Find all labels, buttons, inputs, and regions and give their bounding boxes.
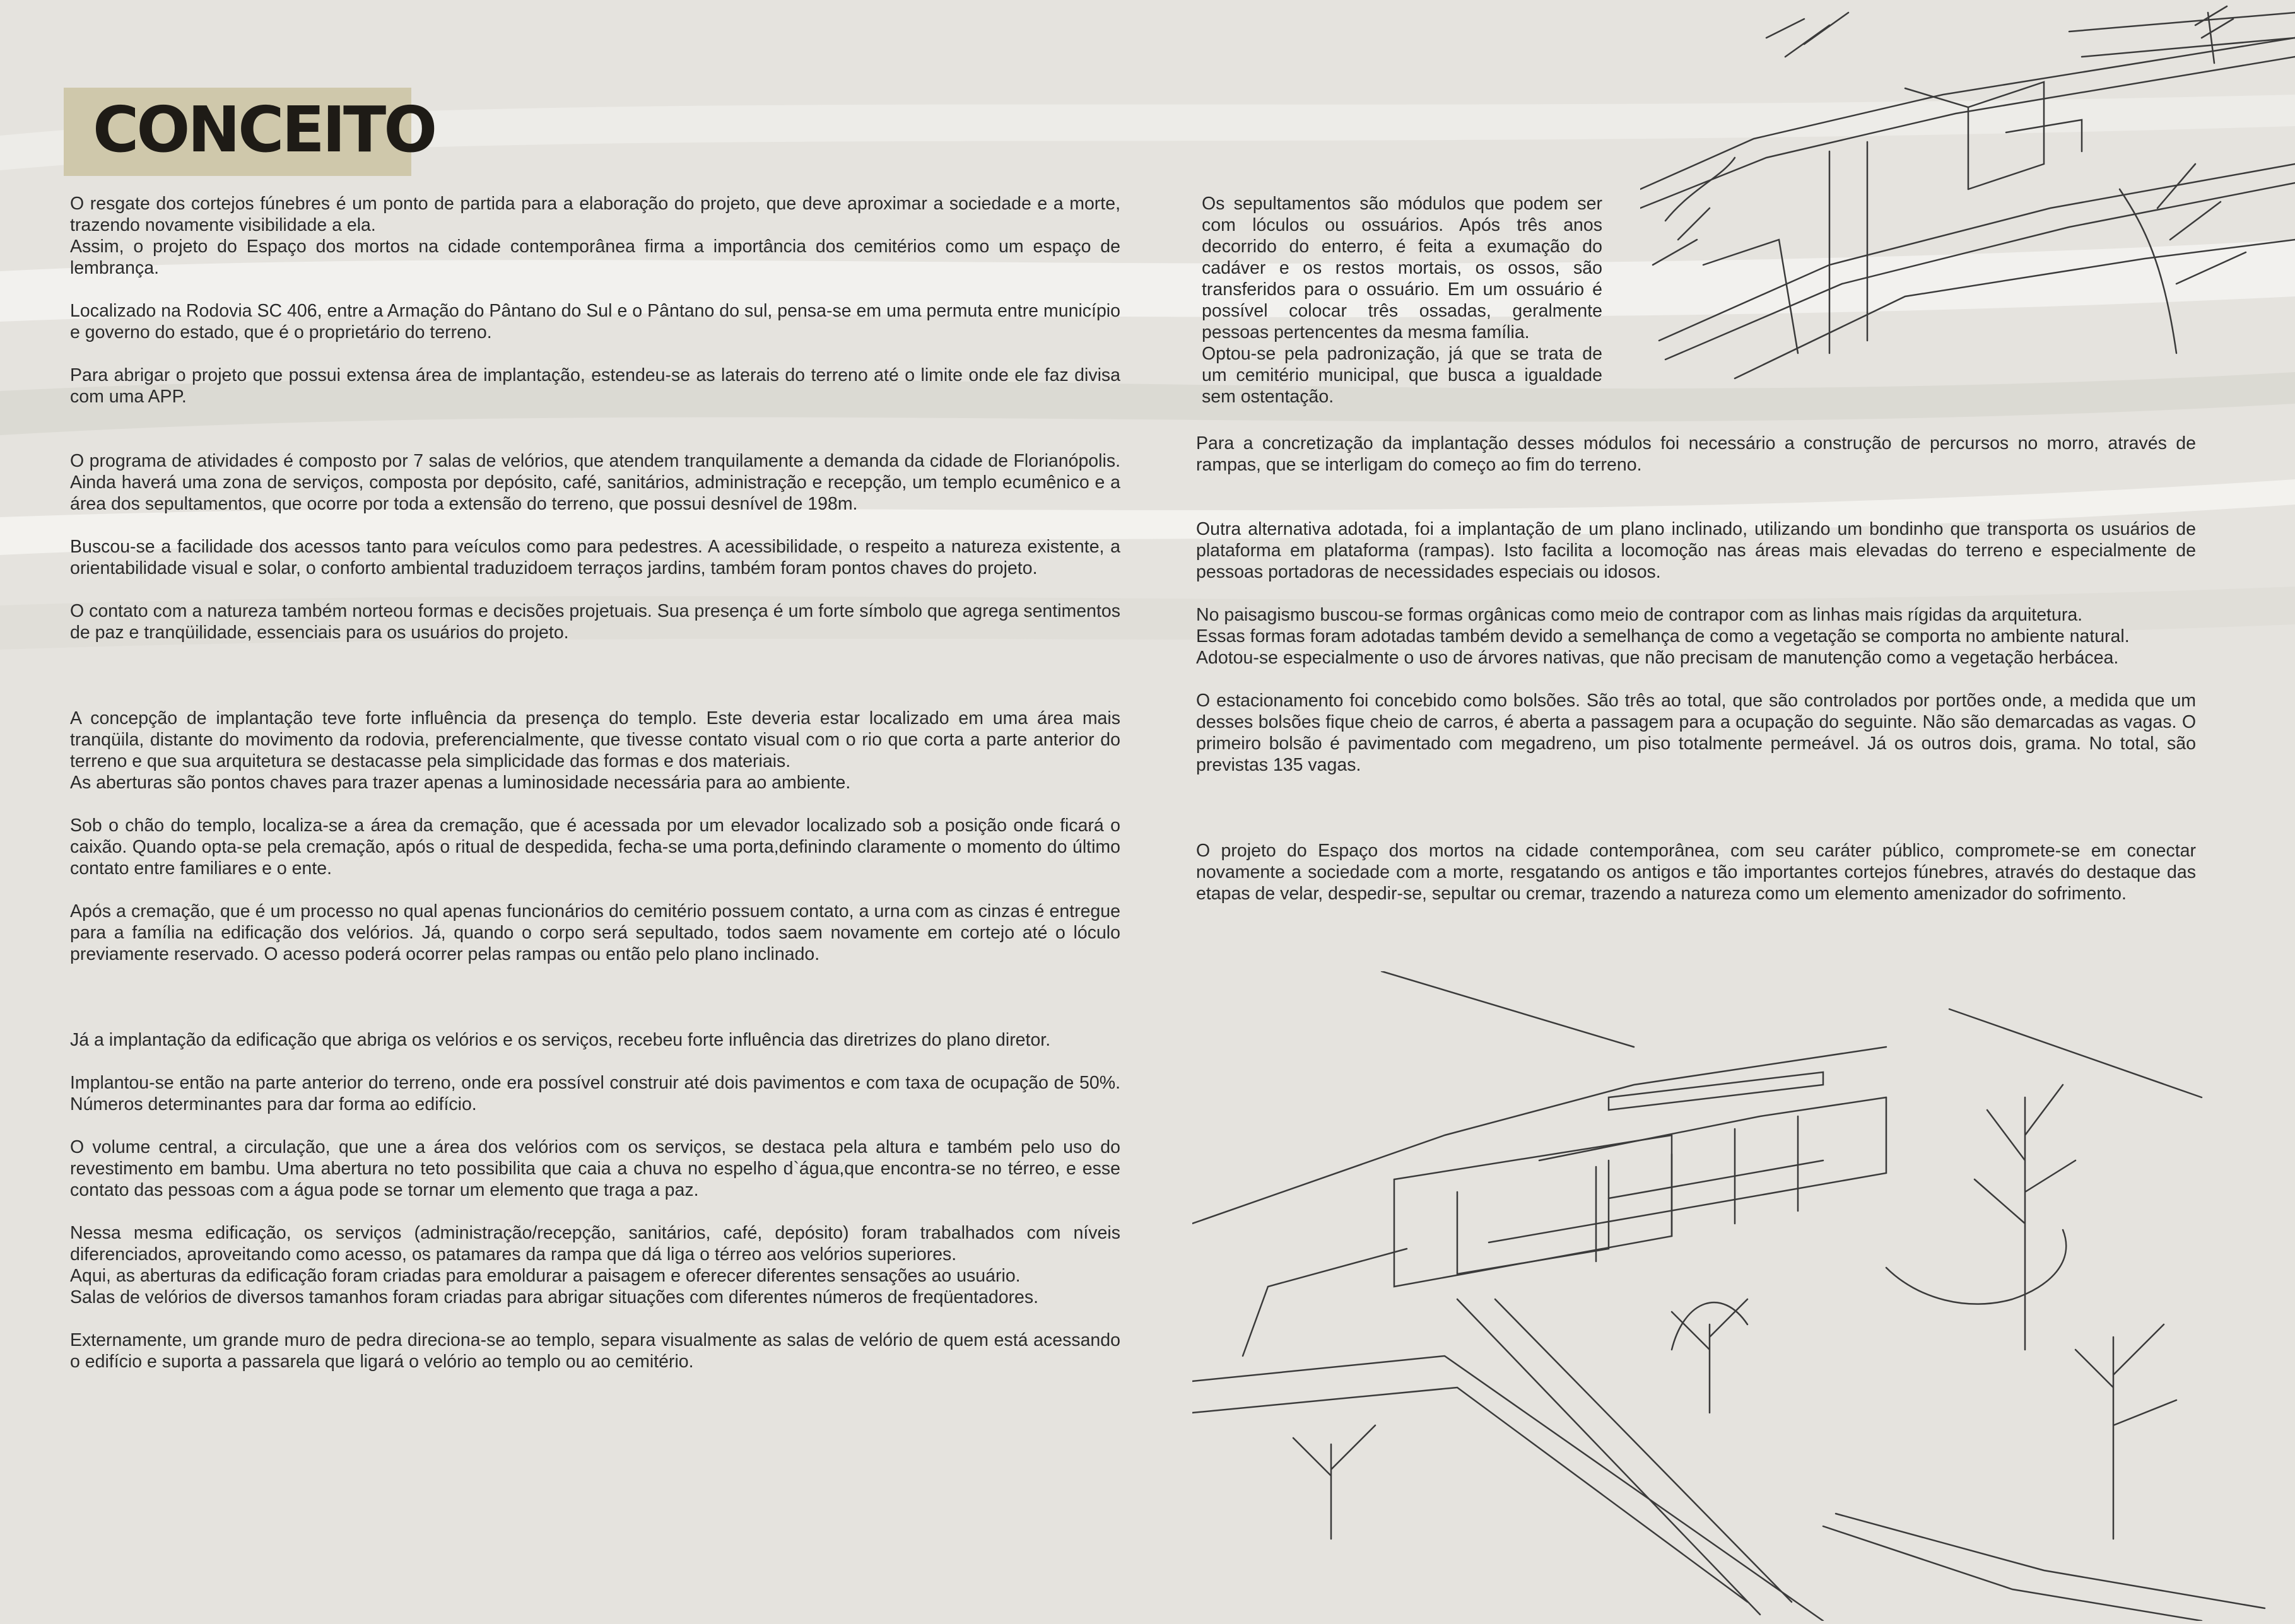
- paragraph: A concepção de implantação teve forte influência da presença do templo. Este deveria estar localizado em uma área mais tranqüila, distante do movimento da rodovia, preferencialmente, que tivesse contato visual com o rio que corta a parte anterior do terreno e que sua arquitetura se destacasse pela simplicidade das formas e dos materiais.: [70, 708, 1120, 771]
- right-text-column: [1196, 433, 2196, 904]
- paragraph: Os sepultamentos são módulos que podem ser com lóculos ou ossuários. Após três anos decorrido do enterro, é feita a exumação do cadáver e os restos mortais, os ossos, são transferidos para o ossuário. Em um ossuário é possível colocar três ossadas, geralmente pessoas pertencentes da mesma família.: [1202, 194, 1602, 342]
- paragraph: Aqui, as aberturas da edificação foram criadas para emoldurar a paisagem e oferecer diferentes sensações ao usuário.: [70, 1266, 1021, 1286]
- paragraph: O volume central, a circulação, que une a área dos velórios com os serviços, se destaca pela altura e também pelo uso do revestimento em bambu. Uma abertura no teto possibilita que caia a chuva no espelho d`água,que encontra-se no térreo, e esse contato das pessoas com a água pode se tornar um elemento que traga a paz.: [70, 1137, 1120, 1200]
- paragraph: O resgate dos cortejos fúnebres é um ponto de partida para a elaboração do projeto, que deve aproximar a sociedade e a morte, trazendo novamente visibilidade a ela.: [70, 194, 1120, 235]
- cemetery-ramps-sketch-icon: [1640, 0, 2295, 385]
- paragraph: Para a concretização da implantação desses módulos foi necessário a construção de percursos no morro, através de rampas, que se interligam do começo ao fim do terreno.: [1196, 433, 2196, 475]
- paragraph: Buscou-se a facilidade dos acessos tanto para veículos como para pedestres. A acessibilidade, o respeito a natureza existente, a orientabilidade visual e solar, o conforto ambiental traduzidoem terraços jardins, também foram pontos chaves do projeto.: [70, 537, 1120, 578]
- paragraph: O programa de atividades é composto por 7 salas de velórios, que atendem tranquilamente a demanda da cidade de Florianópolis. Ainda haverá uma zona de serviços, composta por depósito, café, sanitários, administração e recepção, um templo ecumênico e a área dos sepultamentos, que ocorre por toda a extensão do terreno, que possui desnível de 198m.: [70, 451, 1120, 514]
- paragraph: Após a cremação, que é um processo no qual apenas funcionários do cemitério possuem contato, a urna com as cinzas é entregue para a família na edificação dos velórios. Já, quando o corpo será sepultado, todos saem novamente em cortejo até o lóculo previamente reservado. O acesso poderá ocorrer pelas rampas ou então pelo plano inclinado.: [70, 901, 1120, 964]
- paragraph: Essas formas foram adotadas também devido a semelhança de como a vegetação se comporta no ambiente natural.: [1196, 626, 2130, 646]
- paragraph: Assim, o projeto do Espaço dos mortos na cidade contemporânea firma a importância dos cemitérios como um espaço de lembrança.: [70, 237, 1120, 278]
- paragraph: Já a implantação da edificação que abriga os velórios e os serviços, recebeu forte influência das diretrizes do plano diretor.: [70, 1030, 1051, 1050]
- paragraph: Salas de velórios de diversos tamanhos foram criadas para abrigar situações com diferentes números de freqüentadores.: [70, 1287, 1039, 1307]
- paragraph: Sob o chão do templo, localiza-se a área da cremação, que é acessada por um elevador localizado sob a posição onde ficará o caixão. Quando opta-se pela cremação, após o ritual de despedida, fecha-se uma porta,definindo claramente o momento do último contato entre familiares e o ente.: [70, 815, 1120, 879]
- left-text-column: [70, 193, 1120, 1372]
- paragraph: Optou-se pela padronização, já que se trata de um cemitério municipal, que busca a igualdade sem ostentação.: [1202, 344, 1602, 407]
- paragraph: O estacionamento foi concebido como bolsões. São três ao total, que são controlados por portões onde, a medida que um desses bolsões fique cheio de carros, é aberta a passagem para a ocupação do seguinte. Não são demarcadas as vagas. O primeiro bolsão é pavimentado com megadreno, um piso totalmente permeável. Já os outros dois, grama. No total, são previstas 135 vagas.: [1196, 691, 2196, 775]
- right-top-text: [1202, 193, 1602, 407]
- velorio-building-sketch-icon: [1192, 971, 2295, 1621]
- paragraph: O projeto do Espaço dos mortos na cidade contemporânea, com seu caráter público, compromete-se em conectar novamente a sociedade com a morte, resgatando os antigos e tão importantes cortejos fúnebres, através do destaque das etapas de velar, despedir-se, sepultar ou cremar, trazendo a natureza como um elemento amenizador do sofrimento.: [1196, 841, 2196, 904]
- paragraph: No paisagismo buscou-se formas orgânicas como meio de contrapor com as linhas mais rígidas da arquitetura.: [1196, 605, 2083, 625]
- title-banner: [64, 88, 435, 176]
- paragraph: Externamente, um grande muro de pedra direciona-se ao templo, separa visualmente as salas de velório de quem está acessando o edifício e suporta a passarela que ligará o velório ao templo ou ao cemitério.: [70, 1330, 1120, 1372]
- paragraph: Localizado na Rodovia SC 406, entre a Armação do Pântano do Sul e o Pântano do sul, pensa-se em uma permuta entre município e governo do estado, que é o proprietário do terreno.: [70, 301, 1120, 342]
- paragraph: Nessa mesma edificação, os serviços (administração/recepção, sanitários, café, depósito) foram trabalhados com níveis diferenciados, aproveitando como acesso, os patamares da rampa que dá liga o térreo aos velórios superiores.: [70, 1223, 1120, 1265]
- paragraph: Adotou-se especialmente o uso de árvores nativas, que não precisam de manutenção como a vegetação herbácea.: [1196, 648, 2119, 668]
- paragraph: As aberturas são pontos chaves para trazer apenas a luminosidade necessária para ao ambiente.: [70, 773, 851, 793]
- paragraph: Outra alternativa adotada, foi a implantação de um plano inclinado, utilizando um bondinho que transporta os usuários de plataforma em plataforma (rampas). Isto facilita a locomoção nas áreas mais elevadas do terreno e especialmente de pessoas portadoras de necessidades especiais ou idosos.: [1196, 519, 2196, 582]
- page-title: CONCEITO: [93, 93, 435, 166]
- paragraph: Implantou-se então na parte anterior do terreno, onde era possível construir até dois pavimentos e com taxa de ocupação de 50%. Números determinantes para dar forma ao edifício.: [70, 1073, 1120, 1114]
- paragraph: O contato com a natureza também norteou formas e decisões projetuais. Sua presença é um forte símbolo que agrega sentimentos de paz e tranqüilidade, essenciais para os usuários do projeto.: [70, 601, 1120, 643]
- paragraph: Para abrigar o projeto que possui extensa área de implantação, estendeu-se as laterais do terreno até o limite onde ele faz divisa com uma APP.: [70, 365, 1120, 407]
